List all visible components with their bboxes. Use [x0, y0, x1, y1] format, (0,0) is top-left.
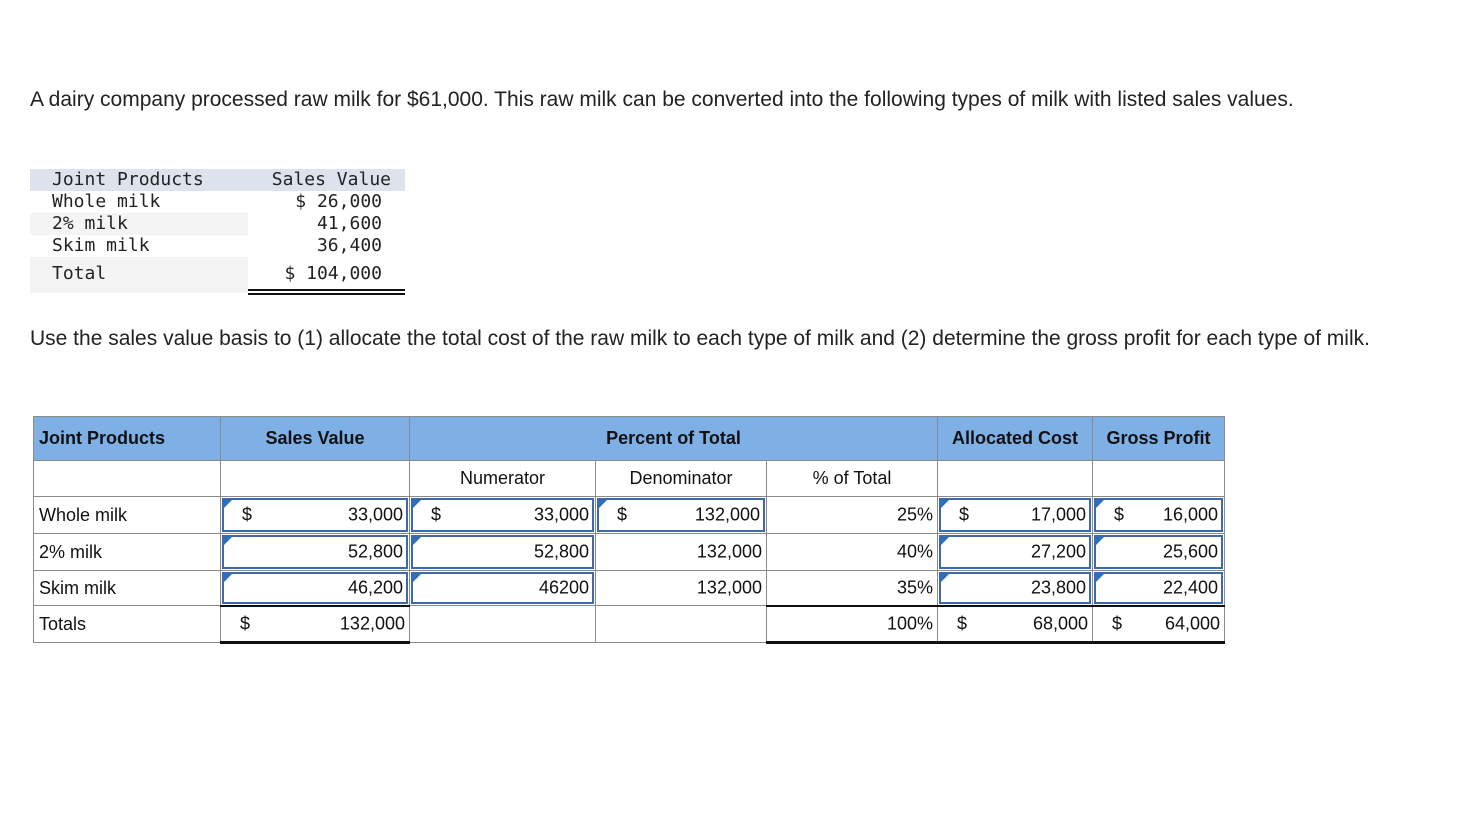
given-total-double-rule: [248, 289, 405, 295]
given-product-name: 2% milk: [52, 213, 128, 234]
given-header-products: Joint Products: [52, 169, 204, 190]
problem-intro-text: A dairy company processed raw milk for $61,000. This raw milk can be converted into the following types of milk with listed sales values.: [30, 88, 1294, 111]
feedback-flag-icon: [413, 500, 421, 508]
given-header-row: [30, 169, 405, 191]
feedback-flag-icon: [599, 500, 607, 508]
table-row: [34, 497, 1225, 534]
table-row: [34, 534, 1225, 571]
sales-value-input[interactable]: $ 33,000: [222, 498, 408, 532]
currency-sign: $: [1114, 504, 1125, 525]
gross-profit-input[interactable]: $ 16,000: [1094, 498, 1223, 532]
numerator-input[interactable]: 46200: [411, 572, 594, 604]
numerator-input[interactable]: $ 33,000: [411, 498, 594, 532]
currency-sign: $: [240, 613, 251, 634]
denominator-value: 132,000: [696, 577, 762, 598]
feedback-flag-icon: [224, 500, 232, 508]
given-product-name: Whole milk: [52, 191, 161, 212]
feedback-flag-icon: [413, 537, 421, 545]
subheader-numerator: Numerator: [410, 461, 596, 497]
currency-sign: $: [957, 613, 968, 634]
currency-sign: $: [1112, 613, 1123, 634]
given-row: [30, 235, 405, 257]
row-product-label: 2% milk: [34, 534, 221, 571]
feedback-flag-icon: [224, 574, 232, 582]
given-row: [30, 213, 405, 235]
given-product-value: 36,400: [316, 235, 382, 256]
header-gross-profit: Gross Profit: [1093, 417, 1225, 461]
sales-value-input[interactable]: 46,200: [222, 572, 408, 604]
table-row: [34, 571, 1225, 606]
allocated-cost-input[interactable]: 23,800: [939, 572, 1091, 604]
subheader-pct-of-total: % of Total: [767, 461, 938, 497]
gross-profit-input[interactable]: 22,400: [1094, 572, 1223, 604]
sales-value-input[interactable]: 52,800: [222, 535, 408, 569]
given-total-value: $ 104,000: [284, 263, 382, 284]
given-total-row: [30, 257, 405, 293]
allocated-cost-input[interactable]: $ 17,000: [939, 498, 1091, 532]
given-product-value: 41,600: [316, 213, 382, 234]
feedback-flag-icon: [941, 537, 949, 545]
feedback-flag-icon: [224, 537, 232, 545]
totals-label: Totals: [34, 606, 221, 643]
total-allocated-cost: $ 68,000: [957, 613, 1088, 634]
total-gross-profit: $ 64,000: [1112, 613, 1220, 634]
currency-sign: $: [431, 504, 442, 525]
row-product-label: Skim milk: [34, 571, 221, 606]
feedback-flag-icon: [1096, 500, 1104, 508]
header-percent-of-total: Percent of Total: [410, 417, 938, 461]
gross-profit-input[interactable]: 25,600: [1094, 535, 1223, 569]
given-product-name: Skim milk: [52, 235, 150, 256]
instructions-text: Use the sales value basis to (1) allocate the total cost of the raw milk to each type of milk and (2) determine the gross profit for each type of milk.: [30, 327, 1370, 350]
row-product-label: Whole milk: [34, 497, 221, 534]
totals-row: [34, 606, 1225, 643]
currency-sign: $: [242, 504, 253, 525]
given-sales-table: [30, 169, 405, 293]
currency-sign: $: [959, 504, 970, 525]
pct-of-total-value: 40%: [896, 541, 933, 562]
pct-of-total-value: 35%: [896, 577, 933, 598]
given-product-value: $ 26,000: [295, 191, 382, 212]
answer-subheader-row: [34, 461, 1225, 497]
feedback-flag-icon: [1096, 537, 1104, 545]
feedback-flag-icon: [941, 574, 949, 582]
denominator-value: 132,000: [696, 541, 762, 562]
given-total-label: Total: [52, 263, 107, 284]
given-header-sales: Sales Value: [271, 169, 391, 190]
answer-table: [33, 416, 1225, 644]
header-allocated-cost: Allocated Cost: [938, 417, 1093, 461]
header-sales-value: Sales Value: [221, 417, 410, 461]
denominator-input[interactable]: $ 132,000: [597, 498, 765, 532]
header-joint-products: Joint Products: [34, 417, 221, 461]
feedback-flag-icon: [941, 500, 949, 508]
feedback-flag-icon: [413, 574, 421, 582]
total-sales-value: $ 132,000: [240, 613, 405, 634]
allocated-cost-input[interactable]: 27,200: [939, 535, 1091, 569]
numerator-input[interactable]: 52,800: [411, 535, 594, 569]
total-pct-of-total: 100%: [886, 613, 933, 634]
feedback-flag-icon: [1096, 574, 1104, 582]
subheader-denominator: Denominator: [596, 461, 767, 497]
answer-header-row: [34, 417, 1225, 461]
pct-of-total-value: 25%: [896, 504, 933, 525]
currency-sign: $: [617, 504, 628, 525]
given-row: [30, 191, 405, 213]
